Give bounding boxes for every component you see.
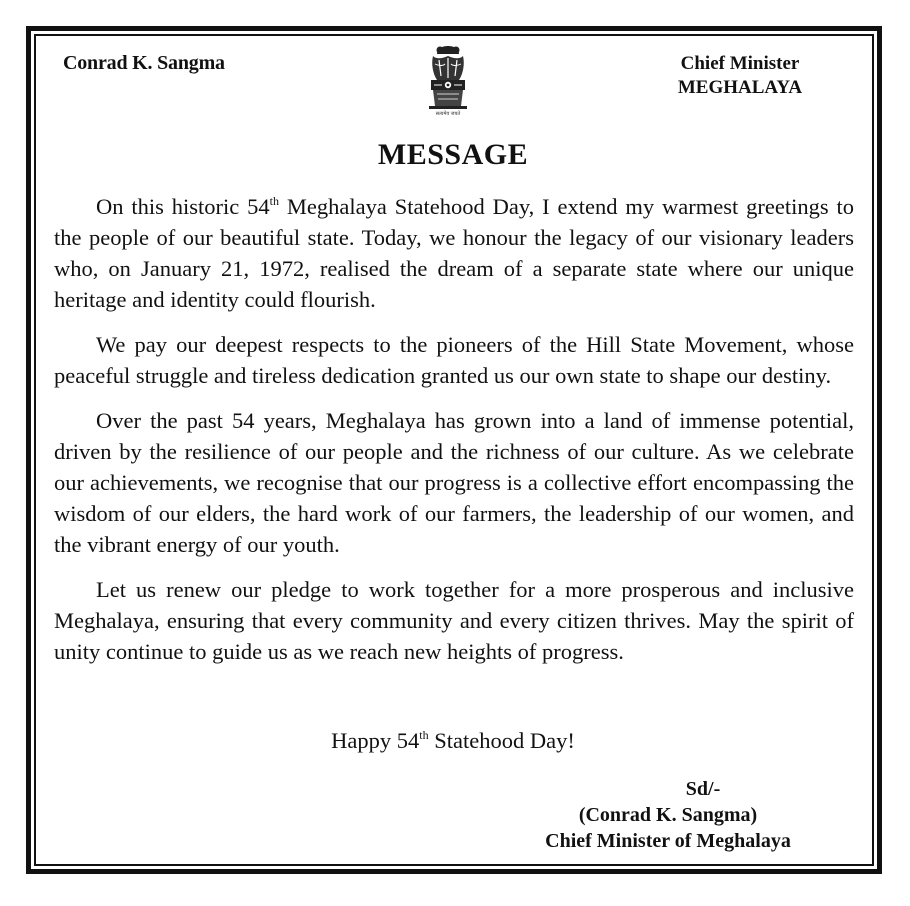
header-title-line1: Chief Minister xyxy=(680,53,800,74)
signature-sd: Sd/- xyxy=(685,778,721,800)
message-paragraph-3: Over the past 54 years, Meghalaya has grown into a land of immense potential, driven by the resilience of our people and the richness of our culture. As we celebrate our achievements, we recognise that our progress is a collective effort encompassing the wisdom of our elders, the hard work of our farmers, the leadership of our women, and the vibrant energy of our youth. xyxy=(54,408,854,557)
header-designation xyxy=(640,52,840,100)
emblem-motto: सत्यमेव जयते xyxy=(435,111,461,117)
message-heading: MESSAGE xyxy=(377,138,529,171)
message-paragraph-2: We pay our deepest respects to the pioneers of the Hill State Movement, whose peaceful struggle and tireless dedication granted us our own state to shape our destiny. xyxy=(54,332,854,388)
message-paragraph-4: Let us renew our pledge to work together for a more prosperous and inclusive Meghalaya, ensuring that every community and every citizen thrives. May the spirit of unity continue to guide us as we reach new heights of progress. xyxy=(54,577,854,664)
national-emblem-icon xyxy=(423,44,473,120)
header-name: Conrad K. Sangma xyxy=(63,52,225,74)
message-body xyxy=(54,191,854,681)
signature-title: Chief Minister of Meghalaya xyxy=(545,830,791,852)
signature-name: (Conrad K. Sangma) xyxy=(578,804,758,826)
header-title-line2: MEGHALAYA xyxy=(677,77,803,98)
statehood-greeting: Happy 54th Statehood Day! xyxy=(331,728,575,753)
signature-block xyxy=(468,776,868,854)
message-paragraph-1: On this historic 54th Meghalaya Statehood Day, I extend my warmest greetings to the people of our beautiful state. Today, we honour the legacy of our visionary leaders who, on January 21, 1972, realised the dream of a separate state where our unique heritage and identity could flourish. xyxy=(54,194,855,312)
